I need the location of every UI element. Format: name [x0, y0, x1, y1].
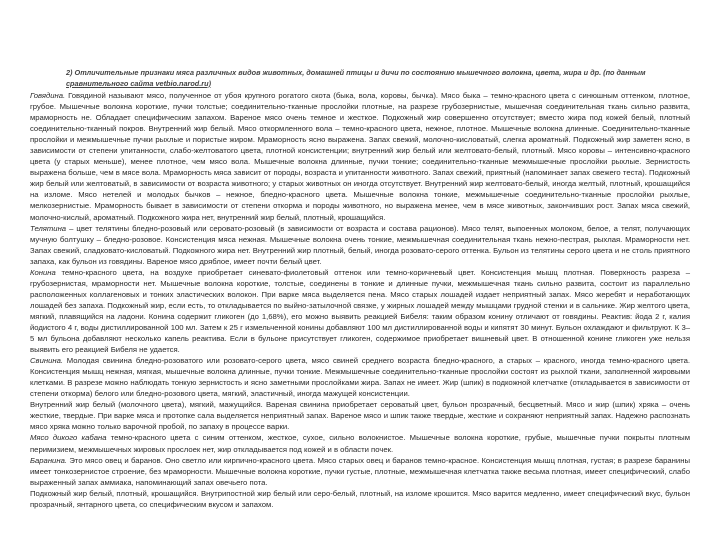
body-text — [30, 90, 690, 510]
paragraph-mutton-fat — [30, 488, 690, 510]
paragraph-wild-boar — [30, 432, 690, 454]
heading-text: Отличительные признаки мяса различных видов животных, домашней птицы и дичи по состоянию мышечного волокна, цвета, жира и др. (по данным — [74, 68, 646, 77]
source-link[interactable]: сравнительного сайта vetbio.narod.ru) — [66, 78, 212, 88]
term-mutton: Баранина. — [30, 455, 67, 465]
term-beef: Говядина. — [30, 91, 66, 100]
paragraph-wild-boar-text: темно-красного цвета с синим оттенком, жесткое, сухое, сильно волокнистое. Мышечные волокна короткие, грубые, мышечные пучки покрыты плотным перимизием, межмышечных жировых прослоек нет, жир откладывается под кожей и в области почек. — [30, 433, 690, 454]
paragraph-veal-text: – цвет телятины бледно-розовый или серовато-розовый (в зависимости от возраста и состава рационов). Мясо телят, выпоенных молоком, белое, а телят, получающих мучную болтушку – бледно-розовое. Консистенция мяса нежная. Мышечные волокна очень тонкие, межмышечная соединительная ткань нежно-пестрая, рыхлая. Мраморности нет. Запах свежий, сладковато-кисловатый. Подкожного жира нет. Внутренний жир плотный, белый, иногда розовато-серого оттенка. Бульон из телятины серого цвета и не столь приятного запаха, как бульон из говядины. Вареное мясо дряблое, имеет почти белый цвет. — [30, 223, 690, 266]
paragraph-veal — [30, 223, 690, 267]
paragraph-pork-fat — [30, 399, 690, 432]
paragraph-mutton-text: Это мясо овец и баранов. Оно светло или кирпично-красного цвета. Мясо старых овец и баранов темно-красное. Консистенция мышц плотная, густая; в разрезе баранины имеет тонкозернистое строение, без мраморности. Мышечные волокна короткие, пучки густые, плотные, межмышечная клетчатка также весьма плотная, имеет специфический, слабо выраженный запах аммиака, напоминающий запах овечьего пота. — [30, 455, 690, 487]
term-veal: Телятина — [30, 223, 67, 233]
term-horse-meat: Конина — [30, 267, 56, 277]
term-pork: Свинина. — [30, 356, 63, 366]
heading-number: 2) — [66, 68, 73, 77]
paragraph-pork-text: Молодая свинина бледно-розоватого или розовато-серого цвета, мясо свиней среднего возраста бледно-красного, а старых – красного, иногда темно-красного цвета. Консистенция мышц нежная, мягкая, мышечные волокна длинные, пучки тонкие. Межмышечные соединительно-тканные прослойки состоят из рыхлой ткани, заполненной жировыми клетками. В разрезе можно наблюдать тонкую зернистость и ясно заметными прослойками жира. Запах не имеет. Жир (шпик) в подкожной клетчатке (откладывается в зависимости от степени откорма) белого или бледно-розового цвета, мягкий, эластичный, иногда мажущей консистенции. — [30, 356, 690, 399]
paragraph-beef — [30, 90, 690, 223]
paragraph-mutton-fat-text: Подкожный жир белый, плотный, крошащийся. Внутрипостной жир белый или серо-белый, плотный, на изломе крошится. Мясо варится медленно, имеет специфический вкус, бульон прозрачный, янтарного цвета, со специфическим вкусом и запахом. — [30, 488, 690, 509]
paragraph-pork — [30, 355, 690, 399]
term-wild-boar: Мясо дикого кабана — [30, 433, 107, 443]
paragraph-mutton — [30, 455, 690, 488]
paragraph-beef-text: Говядиной называют мясо, полученное от убоя крупного рогатого скота (быка, вола, коровы, бычка). Мясо быка – темно-красного цвета с синюшным оттенком, плотное, грубое. Мышечные волокна короткие, пучки толстые; соединительно-тканные прослойки плотные, на разрезе грубозернистые, мышечная соединительная ткань сильно развита, мраморность не. Обладает специфическим запахом. Вареное мясо очень темное и жесткое. Подкожный жир совершенно отсутствует; вместо жира под кожей белый, плотный соединительно-тканный покров. Внутренний жир белый. Мясо откормленного вола – темно-красного цвета, нежное, плотное. Мышечные волокна длинные. Соединительно-тканные прослойки и межмышечные пучки рыхлые и пористые жиром. Мраморность ясно выражена. Запах свежий, молочно-кисловатый, слегка ароматный. Подкожный жир заметен ясно, в зависимости от степени упитанности, слабо-желтоватого цвета, плотной консистенции; внутренний жир белый или желтовато-белый, плотный. Мясо коровы – интенсивно-красного цвета (у старых меньше), менее плотное, чем мясо вола. Мышечные волокна длинные, пучки тонкие; соединительно-тканные межмышечные прослойки рыхлые. Зернистость выражена больше, чем в мясе вола. Мраморность мяса зависит от породы, возраста и упитанности животного. Запах свежий, приятный (напоминает запах свежего теста). Подкожный жир белый или желтоватый, в зависимости от возраста животного; у старых животных он иногда отсутствует. Внутренний жир желтовато-белый, иногда желтый, плотный, крошащийся на изломе. Мясо нетелей и молодых бычков – нежное, бледно-красного цвета. Мышечные волокна тонкие, межмышечные соединительно-тканные прослойки рыхлые, мелкозернистые. Мраморность бывает в зависимости от степени откорма и породы животного, но выражена менее, чем в мясе животных, закончивших рост. Запах мяса свежий, молочно-кислый, ароматный. Подкожного жира нет, внутренний жир белый, плотный, крошащийся. — [30, 91, 690, 222]
section-heading — [30, 68, 690, 89]
paragraph-horse-meat — [30, 267, 690, 355]
paragraph-horse-meat-text: темно-красного цвета, на воздухе приобретает синевато-фиолетовый оттенок или темно-коричневый цвет. Консистенция мышц плотная. Поверхность разреза – грубозернистая, мраморности нет. Мышечные волокна короткие, толстые, соединены в тонкие и длинные пучки, межмышечная ткань сильно развита, состоит из параллельно расположенных коллагеновых и тонких эластических волокон. При варке мяса выделяется пена. Мясо старых лошадей издает неприятный запах. Мясо жеребят и неработающих лошадей без запаха. Подкожный жир, если есть, то откладывается по выйно-затылочной связке, у жирных лошадей между мышцами грудной стенки и в сальнике. Жир желтого цвета, мягкий, плавящийся на ладони. Конина содержит гликоген (до 1,68%), его можно выявить реакцией Бибеля: таким образом конину отличают от говядины. Реактив: йода 2 г, калия йодистого 4 г, воды дистиллированной 100 мл. Затем к 25 г измельченной конины добавляют 100 мл дистиллированной воды и кипятят 30 минут. Бульон охлаждают и фильтруют. К 3–5 мл бульона добавляют несколько капель реактива. Если в бульоне присутствует гликоген, содержимое приобретает вишневый цвет. В отношенной конине гликоген уже нельзя выявить его реакцией Бибеля не удается. — [30, 267, 690, 355]
paragraph-pork-fat-text: Внутренний жир белый (молочного цвета), мягкий, мажущийся. Вареная свинина приобретает сероватый цвет, бульон прозрачный, бесцветный. Мясо и жир (шпик) хряка – очень жесткие, твердые. При варке мяса и протопке сала выделяется неприятный запах. Вареное мясо и шпик также твердые, жесткие и сохраняют неприятный запах. Надежно распознать мясо хряка можно только варочной пробой, по запаху в процессе варки. — [30, 400, 690, 432]
